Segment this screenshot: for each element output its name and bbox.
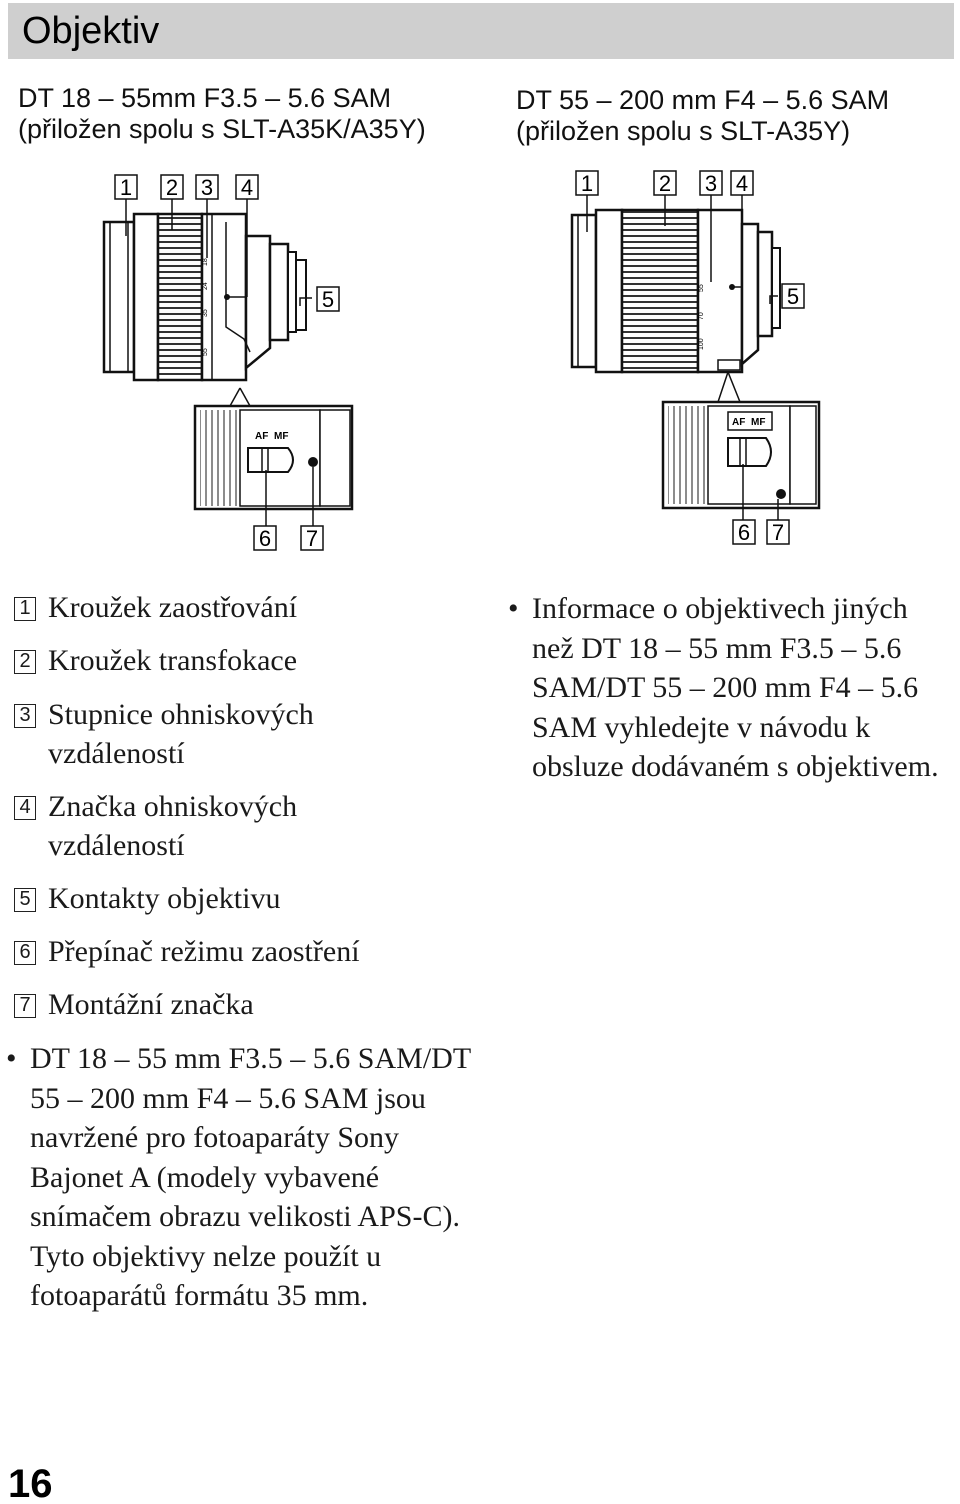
- lens-illustrations: [0, 0, 960, 560]
- scale-mark: 100: [698, 338, 705, 350]
- callout-number: 5: [786, 284, 800, 309]
- note-compatibility: [6, 1039, 476, 1316]
- callout-number: 3: [200, 175, 214, 200]
- legend-text: Kroužek zaostřování: [48, 591, 298, 624]
- legend-number: 2: [14, 650, 36, 674]
- callout-number: 2: [658, 171, 672, 196]
- lens-bundle-left: (přiložen spolu s SLT-A35K/A35Y): [18, 114, 426, 144]
- legend-item: [14, 932, 448, 971]
- focus-mode-switch-left: [248, 448, 293, 472]
- legend-item: [14, 641, 378, 680]
- callout-number: 3: [704, 171, 718, 196]
- legend-number: 5: [14, 888, 36, 912]
- bullet-icon: •: [508, 592, 519, 625]
- lens-drawing-left: [104, 214, 306, 380]
- callout-number: 1: [580, 171, 594, 196]
- legend-number: 3: [14, 704, 36, 728]
- mf-label: MF: [751, 417, 766, 428]
- scale-mark: 55: [698, 284, 705, 292]
- callout-number: 4: [735, 171, 749, 196]
- mount-index-left: [308, 457, 318, 467]
- scale-mark: 70: [698, 312, 705, 320]
- legend-number: 6: [14, 941, 36, 965]
- focus-switch-inset-left: [195, 388, 352, 530]
- callout-number: 1: [119, 175, 133, 200]
- lens-contacts-left: [296, 260, 306, 330]
- note-text: DT 18 – 55 mm F3.5 – 5.6 SAM/DT 55 – 200 mm F4 – 5.6 SAM jsou navržené pro fotoaparáty Sony Bajonet A (modely vybavené snímačem obrazu velikosti APS-C). Tyto objektivy nelze použít u fotoaparátů formátu 35 mm.: [30, 1042, 471, 1312]
- scale-mark: 24: [202, 282, 209, 290]
- note-text: Informace o objektivech jiných než DT 18 – 55 mm F3.5 – 5.6 SAM/DT 55 – 200 mm F4 – 5.6 SAM vyhledejte v návodu k obsluze dodávaném s objektivem.: [532, 592, 939, 783]
- mount-index-right: [776, 489, 786, 499]
- focus-switch-inset-right: [663, 372, 819, 520]
- focus-mode-switch-right: [728, 438, 771, 466]
- legend-item: [14, 985, 378, 1024]
- legend-number: 1: [14, 597, 36, 621]
- legend-item: [14, 879, 378, 918]
- legend-number: 4: [14, 796, 36, 820]
- page-title: Objektiv: [22, 10, 160, 52]
- lens-name-left: DT 18 – 55mm F3.5 – 5.6 SAM: [18, 83, 392, 113]
- legend-text: Kroužek transfokace: [48, 644, 298, 677]
- legend-text: Kontakty objektivu: [48, 882, 281, 915]
- af-label: AF: [255, 431, 269, 442]
- callout-number: 7: [305, 526, 319, 551]
- focus-ring-left: [104, 222, 134, 372]
- legend-item: [14, 695, 378, 773]
- legend-text: Značka ohniskových vzdáleností: [48, 790, 298, 862]
- zoom-ring-right: [622, 210, 698, 372]
- lens-name-right: DT 55 – 200 mm F4 – 5.6 SAM: [516, 85, 890, 115]
- af-label: AF: [732, 417, 746, 428]
- legend-text: Přepínač režimu zaostření: [48, 935, 360, 968]
- callout-number: 2: [165, 175, 179, 200]
- scale-mark: 55: [202, 348, 209, 356]
- mf-label: MF: [274, 431, 289, 442]
- lens-bundle-right: (přiložen spolu s SLT-A35Y): [516, 116, 851, 146]
- legend-text: Montážní značka: [48, 988, 254, 1021]
- callout-number: 6: [737, 520, 751, 545]
- legend-item: [14, 588, 378, 627]
- scale-mark: 18: [202, 258, 209, 266]
- bullet-icon: •: [6, 1042, 17, 1075]
- legend-text: Stupnice ohniskových vzdáleností: [48, 698, 314, 770]
- legend-number: 7: [14, 994, 36, 1018]
- scale-mark: 35: [202, 309, 209, 317]
- zoom-ring-left: [158, 214, 202, 380]
- focus-ring-right: [572, 215, 596, 367]
- legend-item: [14, 787, 378, 865]
- callout-number: 7: [771, 520, 785, 545]
- lens-drawing-right: [572, 210, 780, 372]
- callout-number: 6: [258, 526, 272, 551]
- callout-number: 5: [321, 287, 335, 312]
- note-other-lenses: [508, 589, 954, 787]
- lens-contacts-right: [772, 248, 780, 328]
- page-number: 16: [8, 1462, 53, 1504]
- callout-number: 4: [240, 175, 254, 200]
